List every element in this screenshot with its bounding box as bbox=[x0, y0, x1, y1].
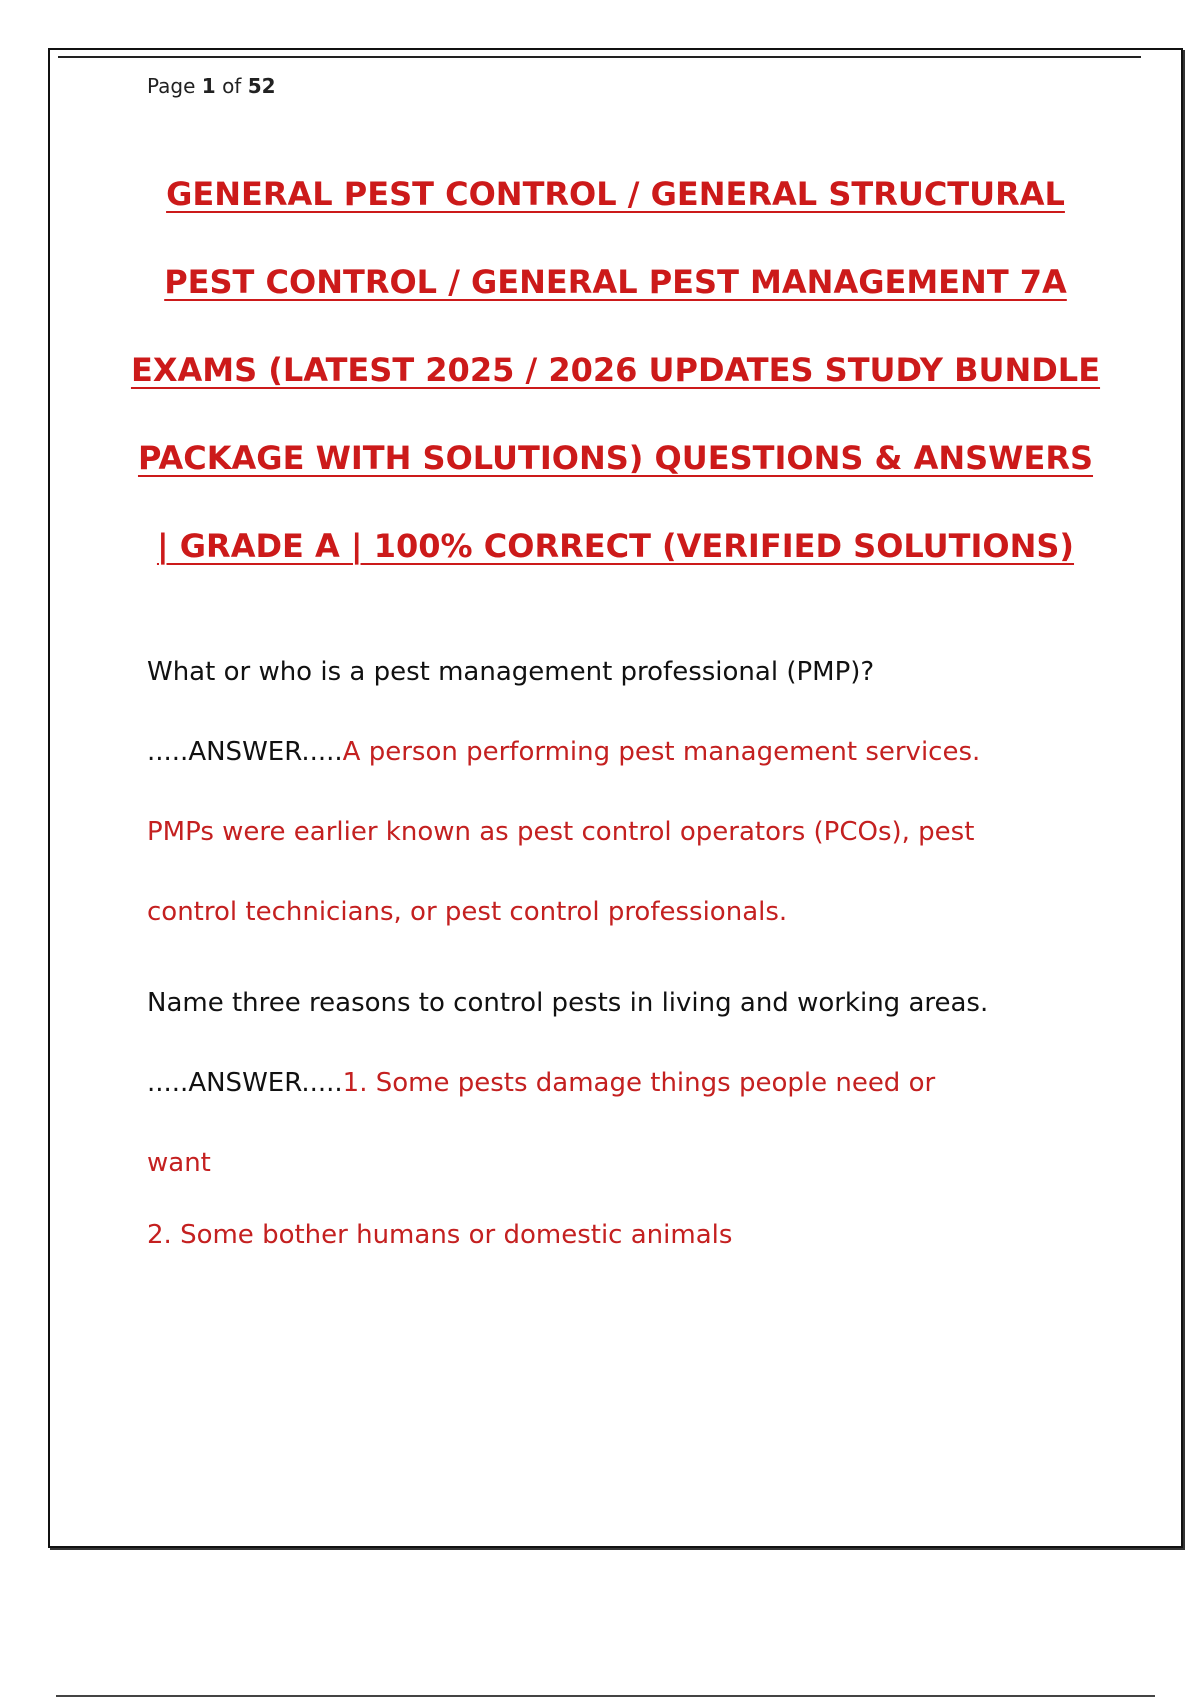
page-number bbox=[147, 74, 276, 98]
answer-line bbox=[147, 1043, 1121, 1123]
header-rule bbox=[58, 56, 1141, 58]
question-text: Name three reasons to control pests in living and working areas. bbox=[147, 988, 989, 1018]
title-line: EXAMS (LATEST 2025 / 2026 UPDATES STUDY BUNDLE bbox=[130, 351, 1101, 389]
next-page-rule bbox=[56, 1695, 1155, 1697]
answer-item-2: 2. Some bother humans or domestic animals bbox=[147, 1220, 733, 1250]
page-total: 52 bbox=[247, 74, 276, 98]
qa-item-2 bbox=[147, 963, 1121, 1203]
answer-line bbox=[147, 712, 1121, 792]
title-line: PEST CONTROL / GENERAL PEST MANAGEMENT 7A bbox=[164, 263, 1067, 301]
answer-marker: .....ANSWER..... bbox=[147, 737, 343, 767]
document-title bbox=[90, 150, 1141, 590]
document-page bbox=[48, 48, 1183, 1548]
title-line: GENERAL PEST CONTROL / GENERAL STRUCTURAL bbox=[166, 175, 1065, 213]
page-label: Page bbox=[147, 74, 196, 98]
answer-continuation: control technicians, or pest control professionals. bbox=[147, 897, 788, 927]
answer-text: A person performing pest management services. bbox=[342, 737, 981, 767]
question-text: What or who is a pest management professional (PMP)? bbox=[147, 657, 875, 687]
answer-continuation: PMPs were earlier known as pest control operators (PCOs), pest bbox=[147, 817, 975, 847]
title-line: | GRADE A | 100% CORRECT (VERIFIED SOLUTIONS) bbox=[156, 527, 1075, 565]
answer-continuation: want bbox=[147, 1148, 211, 1178]
answer-marker: .....ANSWER..... bbox=[147, 1068, 343, 1098]
answer-text: 1. Some pests damage things people need or bbox=[342, 1068, 936, 1098]
page-current: 1 bbox=[201, 74, 216, 98]
title-line: PACKAGE WITH SOLUTIONS) QUESTIONS & ANSWERS bbox=[137, 439, 1094, 477]
page-of: of bbox=[222, 74, 242, 98]
qa-item-1 bbox=[147, 632, 1121, 952]
